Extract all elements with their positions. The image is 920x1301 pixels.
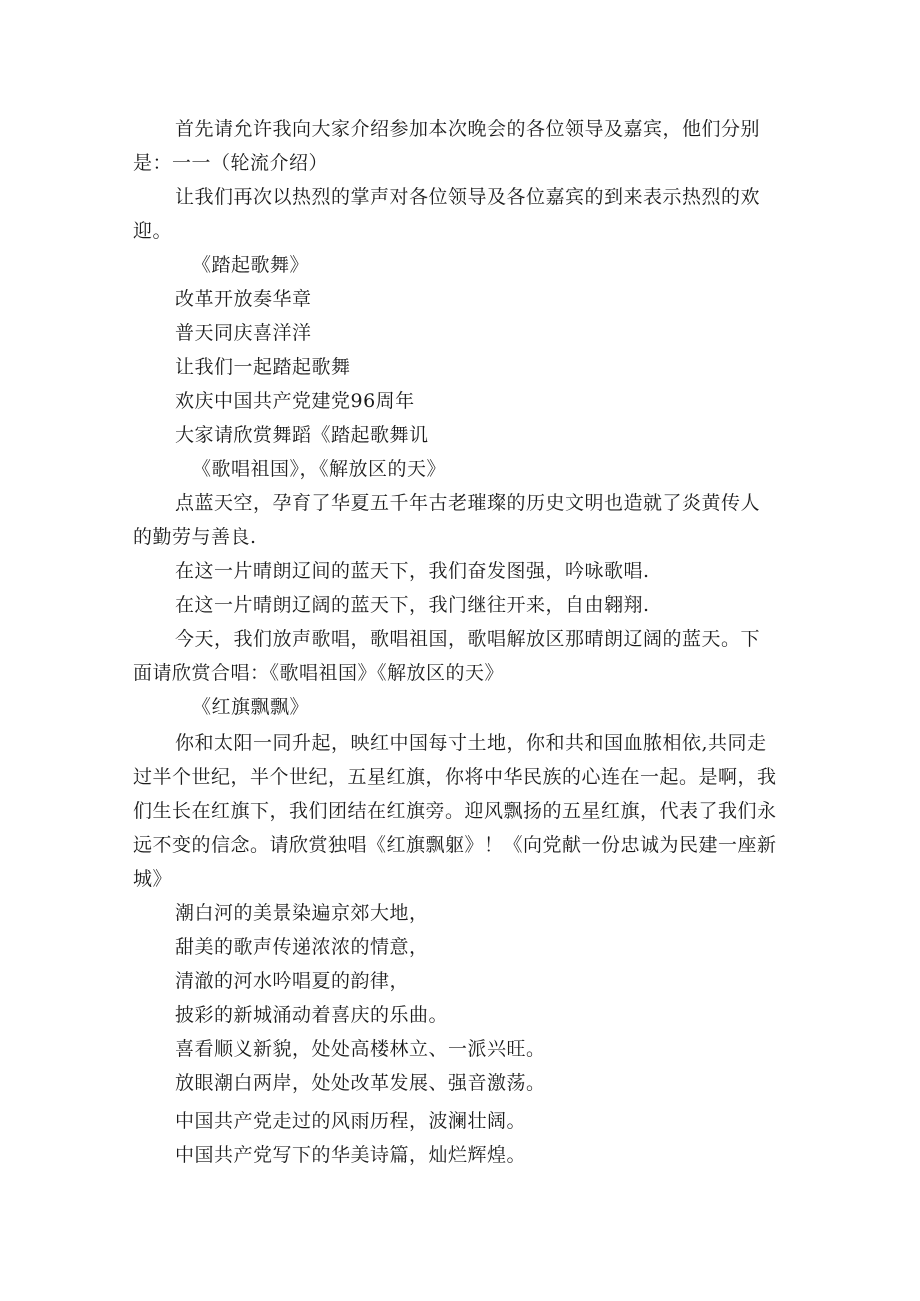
paragraph-flag-line-1: 你和太阳一同升起，映红中国每寸土地，你和共和国血脓相依,共同走 [175,732,767,754]
program-title-hongqi-piaopiao: 《红旗飘飘》 [192,696,310,718]
program-title-gechang-zuguo: 《歌唱祖国》，《解放区的天》 [192,458,447,480]
poem-line: 甜美的歌声传递浓浓的情意， [175,936,429,958]
paragraph-flag-line-5: 城》 [133,868,173,890]
poem-line: 中国共产党写下的华美诗篇，灿烂辉煌。 [175,1144,527,1166]
paragraph-welcome-line-1: 让我们再次以热烈的掌声对各位领导及各位嘉宾的到来表示热烈的欢 [175,186,761,208]
paragraph-today-line-2: 面请欣赏合唱：《歌唱祖国》《解放区的天》 [133,662,505,684]
verse-line: 普天同庆喜洋洋 [175,322,312,344]
paragraph-intro-line-2: 是：一一（轮流介绍） [133,152,329,174]
poem-line: 中国共产党走过的风雨历程，波澜壮阔。 [175,1110,527,1132]
paragraph-flag-line-4: 远不变的信念。请欣赏独唱《红旗飘躯》！《向党献一份忠诚为民建一座新 [133,834,777,856]
paragraph-blue-sky-line-1: 点蓝天空，孕育了华夏五千年古老璀璨的历史文明也造就了炎黄传人 [175,492,761,514]
verse-line: 改革开放奏华章 [175,288,312,310]
paragraph-line: 在这一片晴朗辽间的蓝天下，我们奋发图强，吟咏歌唱. [175,560,650,582]
paragraph-line: 在这一片晴朗辽阔的蓝天下，我门继往开来，自由翱翔. [175,594,650,616]
poem-line: 潮白河的美景染遍京郊大地， [175,902,429,924]
verse-line: 让我们一起踏起歌舞 [175,356,351,378]
poem-line: 放眼潮白两岸，处处改革发展、强音激荡。 [175,1072,546,1094]
paragraph-intro-line-1: 首先请允许我向大家介绍参加本次晚会的各位领导及嘉宾，他们分别 [175,118,761,140]
poem-line: 喜看顺义新貌，处处高楼林立、一派兴旺。 [175,1038,546,1060]
verse-line: 大家请欣赏舞蹈《踏起歌舞讥 [175,424,429,446]
paragraph-flag-line-2: 过半个世纪，半个世纪，五星红旗，你将中华民族的心连在一起。是啊，我 [133,766,777,788]
paragraph-flag-line-3: 们生长在红旗下，我们团结在红旗旁。迎风飘扬的五星红旗，代表了我们永 [133,800,777,822]
paragraph-today-line-1: 今天，我们放声歌唱，歌唱祖国，歌唱解放区那晴朗辽阔的蓝天。下 [175,628,761,650]
poem-line: 清澈的河水吟唱夏的韵律， [175,970,410,992]
program-title-taqi-gewu: 《踏起歌舞》 [192,254,310,276]
poem-line: 披彩的新城涌动着喜庆的乐曲。 [175,1004,449,1026]
verse-line: 欢庆中国共产党建党96周年 [175,390,415,412]
paragraph-blue-sky-line-2: 的勤劳与善良. [133,526,257,548]
paragraph-welcome-line-2: 迎。 [133,220,173,242]
